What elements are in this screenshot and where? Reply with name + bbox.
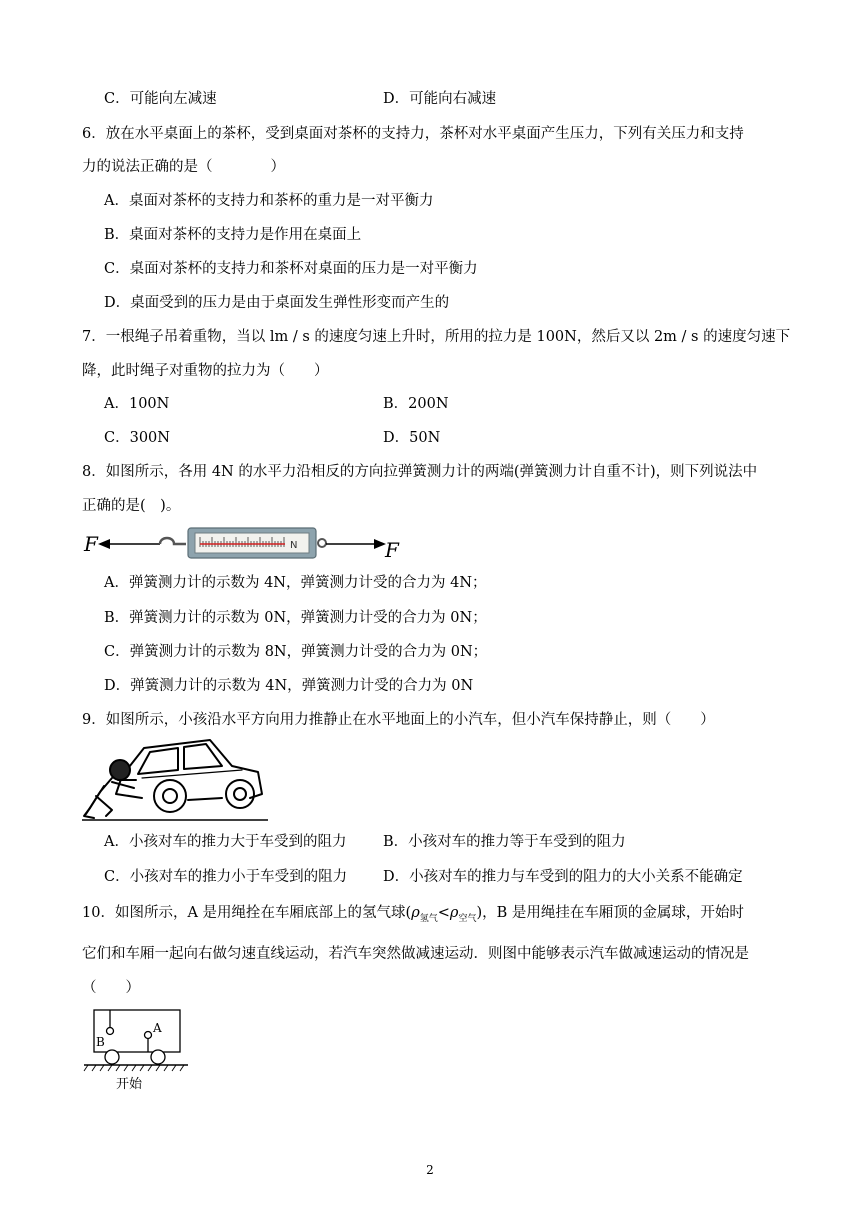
q7-option-b: B．200N bbox=[383, 396, 449, 412]
page-number: 2 bbox=[426, 1163, 434, 1177]
car-wheel-front bbox=[154, 780, 186, 812]
q9-option-d: D．小孩对车的推力与车受到的阻力的大小关系不能确定 bbox=[383, 869, 743, 885]
q8-option-b: B．弹簧测力计的示数为 0N，弹簧测力计受的合力为 0N； bbox=[104, 610, 487, 626]
label-b: B bbox=[96, 1035, 105, 1049]
car-wheel-rear bbox=[226, 780, 254, 808]
figure-caption: 开始 bbox=[116, 1077, 143, 1092]
arrowhead-left bbox=[98, 539, 110, 549]
q10-stem-part-a: 10．如图所示，A 是用绳拴在车厢底部上的氢气球 bbox=[82, 905, 406, 921]
spring-scale-figure bbox=[82, 522, 412, 560]
q10-stem-line3: （ ） bbox=[82, 980, 140, 996]
scale-unit-mark: N bbox=[290, 540, 298, 551]
q5-option-d: D．可能向右减速 bbox=[383, 91, 497, 107]
carriage-start-figure bbox=[82, 1008, 190, 1094]
q7-option-a: A．100N bbox=[104, 396, 170, 412]
wheel-left bbox=[105, 1050, 119, 1064]
q7-stem-line2: 降，此时绳子对重物的拉力为（ ） bbox=[82, 363, 329, 379]
q5-option-c: C．可能向左减速 bbox=[104, 91, 217, 107]
q8-stem-line1: 8．如图所示，各用 4N 的水平力沿相反的方向拉弹簧测力计的两端(弹簧测力计自重不计)，则下列说法中 bbox=[82, 464, 758, 480]
ground-hatching bbox=[84, 1065, 184, 1071]
q8-stem-line2: 正确的是( )。 bbox=[82, 498, 181, 514]
q6-option-a: A．桌面对茶杯的支持力和茶杯的重力是一对平衡力 bbox=[104, 193, 434, 209]
q9-option-c: C．小孩对车的推力小于车受到的阻力 bbox=[104, 869, 348, 885]
q8-option-a: A．弹簧测力计的示数为 4N，弹簧测力计受的合力为 4N； bbox=[104, 575, 487, 591]
force-label-right: F bbox=[385, 538, 399, 560]
rho-inequality: $(\rho_{氢气}<\rho_{空气})$ bbox=[405, 905, 483, 924]
label-a: A bbox=[153, 1021, 162, 1035]
child-head bbox=[110, 760, 130, 780]
q6-option-b: B．桌面对茶杯的支持力是作用在桌面上 bbox=[104, 227, 362, 243]
q7-stem-line1: 7．一根绳子吊着重物，当以 lm / s 的速度匀速上升时，所用的拉力是 100N，然后又以 2m / s 的速度匀速下 bbox=[82, 329, 791, 345]
q9-stem: 9．如图所示，小孩沿水平方向用力推静止在水平地面上的小汽车，但小汽车保持静止，则（ ） bbox=[82, 712, 715, 728]
rho-air-subscript: 空气 bbox=[458, 913, 477, 924]
q10-stem-part-b: ，B 是用绳挂在车厢顶的金属球，开始时 bbox=[482, 905, 744, 921]
child-pushing-car-figure bbox=[82, 736, 268, 822]
q6-stem-line1: 6．放在水平桌面上的茶杯，受到桌面对茶杯的支持力，茶杯对水平桌面产生压力，下列有关压力和支持 bbox=[82, 126, 744, 142]
q9-option-b: B．小孩对车的推力等于车受到的阻力 bbox=[383, 834, 626, 850]
hook-icon bbox=[160, 538, 186, 544]
q10-stem-line2: 它们和车厢一起向右做匀速直线运动，若汽车突然做减速运动．则图中能够表示汽车做减速运动的情况是 bbox=[82, 946, 749, 962]
q7-option-c: C．300N bbox=[104, 430, 170, 446]
q6-option-c: C．桌面对茶杯的支持力和茶杯对桌面的压力是一对平衡力 bbox=[104, 261, 478, 277]
balloon-a bbox=[145, 1032, 152, 1039]
rho-hydrogen-subscript: 氢气 bbox=[419, 913, 438, 924]
force-label-left: F bbox=[84, 532, 98, 556]
q8-option-c: C．弹簧测力计的示数为 8N，弹簧测力计受的合力为 0N； bbox=[104, 644, 488, 660]
ring-icon bbox=[318, 539, 326, 547]
q6-option-d: D．桌面受到的压力是由于桌面发生弹性形变而产生的 bbox=[104, 295, 450, 311]
q8-option-d: D．弹簧测力计的示数为 4N，弹簧测力计受的合力为 0N bbox=[104, 678, 474, 694]
q9-option-a: A．小孩对车的推力大于车受到的阻力 bbox=[104, 834, 347, 850]
wheel-right bbox=[151, 1050, 165, 1064]
q7-option-d: D．50N bbox=[383, 430, 441, 446]
q6-stem-line2: 力的说法正确的是（ ） bbox=[82, 159, 285, 175]
ball-b bbox=[107, 1028, 114, 1035]
q10-stem-line1 bbox=[82, 903, 744, 929]
